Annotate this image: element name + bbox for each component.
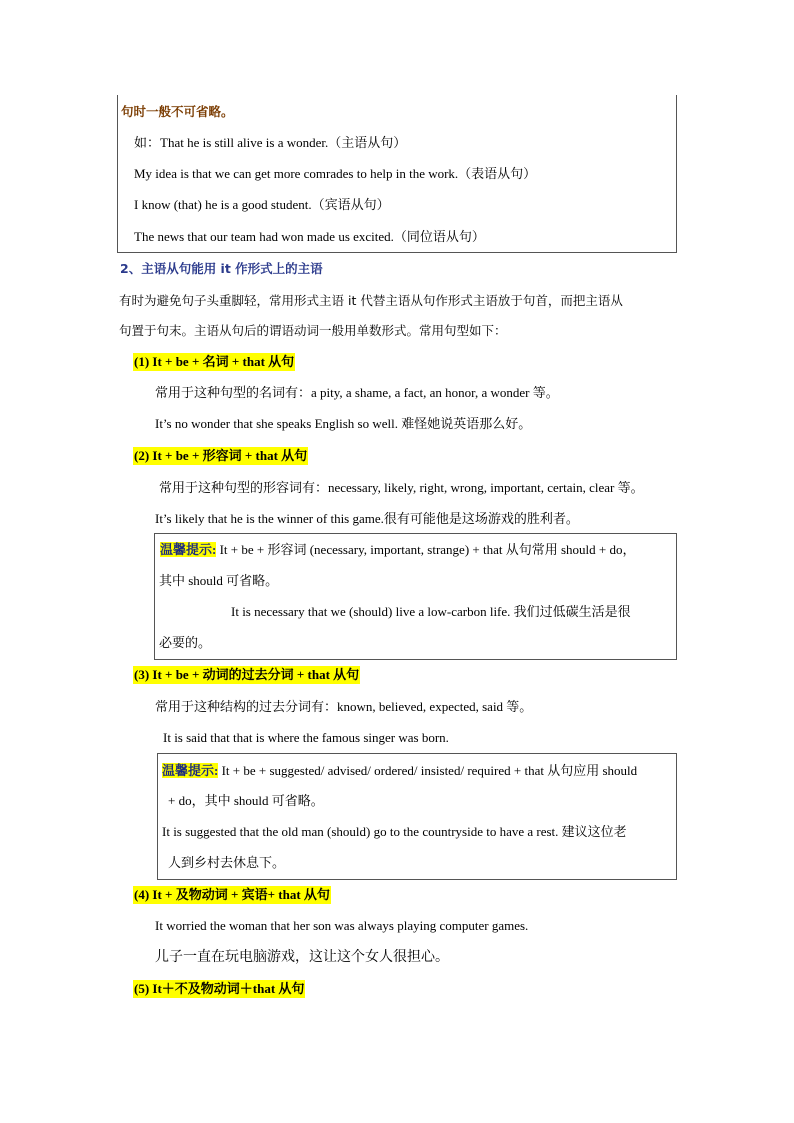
pattern-1-label: (1) It + be + 名词 + that 从句 [134, 354, 295, 369]
pattern-5-label: (5) It＋不及物动词＋that 从句 [134, 981, 305, 996]
tip-1-example: It is necessary that we (should) live a low-carbon life. 我们过低碳生活是很 [231, 604, 631, 619]
section-heading: 2、主语从句能用 it 作形式上的主语 [120, 261, 323, 276]
example-subject-clause: 如：That he is still alive is a wonder.（主语从句） [134, 135, 407, 150]
section-paragraph-line2: 句置于句末。主语从句后的谓语动词一般用单数形式。常用句型如下： [119, 323, 507, 338]
pattern-3-label: (3) It + be + 动词的过去分词 + that 从句 [134, 667, 360, 682]
tip-2-line1 [162, 762, 637, 780]
example-predicative-clause: My idea is that we can get more comrades to help in the work.（表语从句） [134, 166, 537, 181]
pattern-2-adjectives: 常用于这种句型的形容词有：necessary, likely, right, wrong, important, certain, clear 等。 [159, 480, 644, 495]
tip-1-line1 [160, 541, 635, 559]
tip-2-tag: 温馨提示: [162, 763, 219, 778]
box-continued-text: 句时一般不可省略。 [121, 104, 234, 119]
section-paragraph-line1: 有时为避免句子头重脚轻，常用形式主语 it 代替主语从句作形式主语放于句首，而把主语从 [119, 293, 623, 308]
tip-2-example: It is suggested that the old man (should) go to the countryside to have a rest. 建议这位老 [162, 824, 627, 839]
tip-1-text: It + be + 形容词 (necessary, important, strange) + that 从句常用 should + do， [216, 542, 636, 557]
pattern-4-example: It worried the woman that her son was always playing computer games. [155, 918, 529, 933]
pattern-1-example: It’s no wonder that she speaks English so well. 难怪她说英语那么好。 [155, 416, 532, 431]
example-object-clause: I know (that) he is a good student.（宾语从句） [134, 197, 390, 212]
pattern-2-example: It’s likely that he is the winner of this game.很有可能他是这场游戏的胜利者。 [155, 511, 579, 526]
pattern-4-translation: 儿子一直在玩电脑游戏，这让这个女人很担心。 [155, 949, 449, 965]
tip-2-line4: 人到乡村去休息下。 [168, 855, 286, 870]
tip-1-tag: 温馨提示: [160, 542, 217, 557]
tip-2-text: It + be + suggested/ advised/ ordered/ insisted/ required + that 从句应用 should [218, 763, 638, 778]
pattern-4-label: (4) It + 及物动词 + 宾语+ that 从句 [134, 887, 330, 902]
tip-2-line2: + do，其中 should 可省略。 [168, 793, 324, 808]
pattern-2-label: (2) It + be + 形容词 + that 从句 [134, 448, 308, 463]
pattern-1-nouns: 常用于这种句型的名词有：a pity, a shame, a fact, an honor, a wonder 等。 [155, 385, 559, 400]
tip-1-line2: 其中 should 可省略。 [159, 573, 279, 588]
pattern-3-participles: 常用于这种结构的过去分词有：known, believed, expected, said 等。 [155, 699, 533, 714]
pattern-3-example: It is said that that is where the famous singer was born. [163, 730, 449, 745]
tip-1-line4: 必要的。 [159, 635, 212, 650]
example-appositive-clause: The news that our team had won made us excited.（同位语从句） [134, 229, 485, 244]
